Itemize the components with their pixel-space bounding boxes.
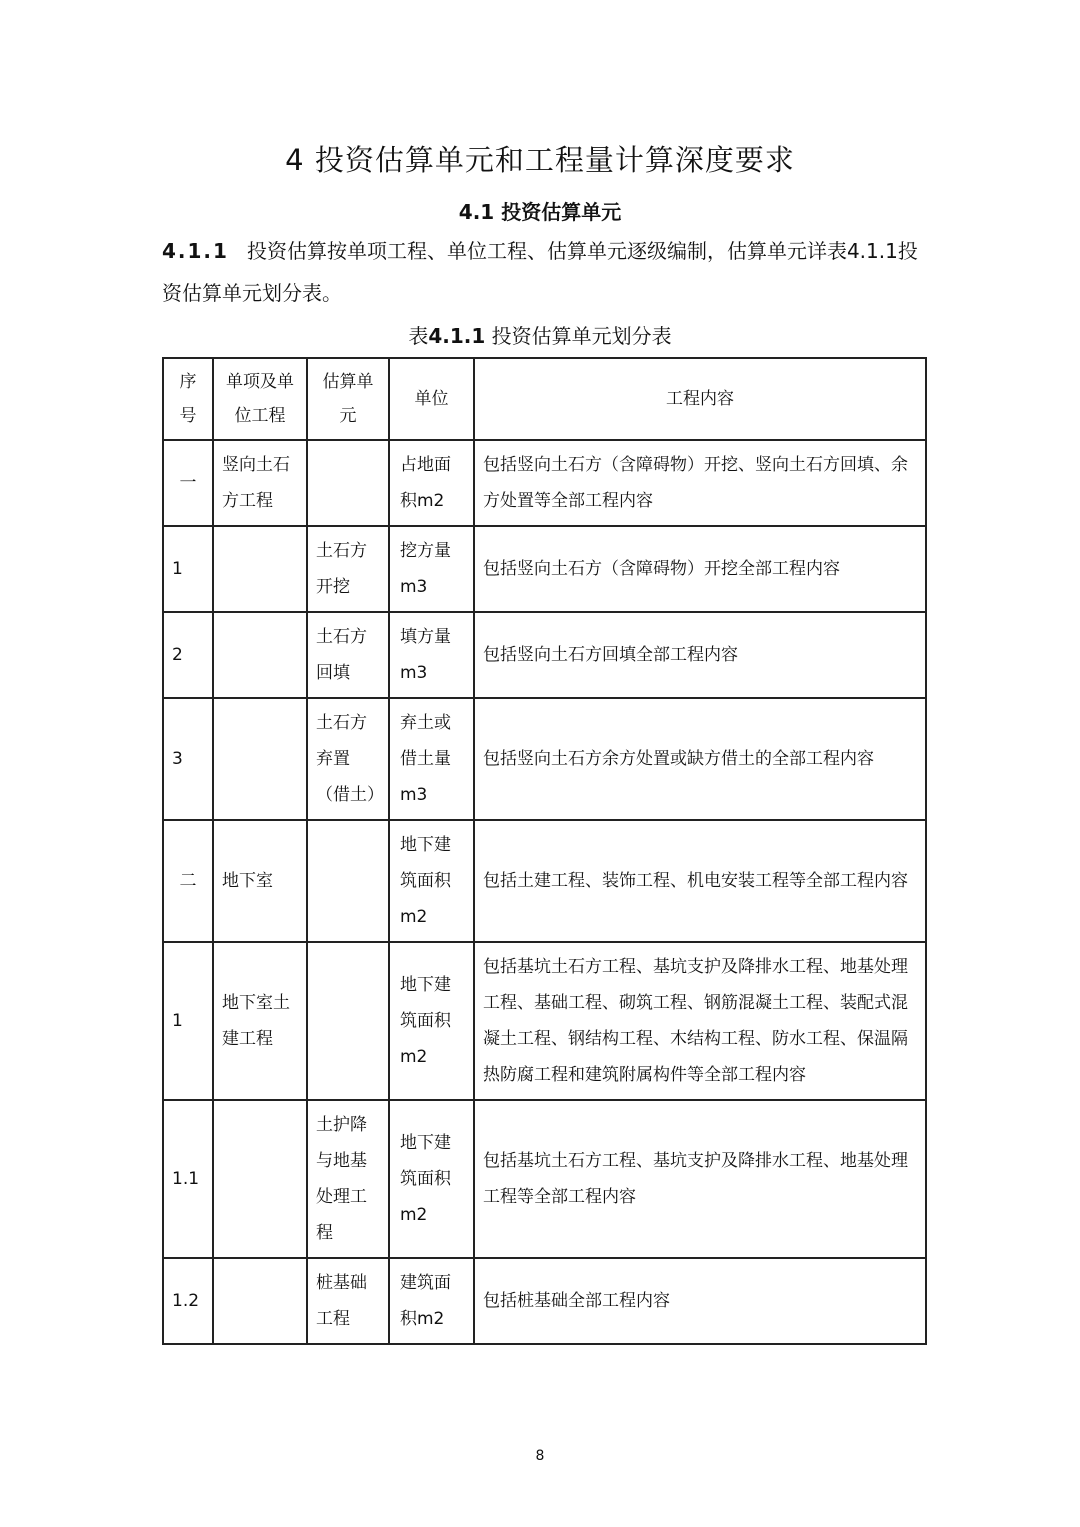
cell-project [213, 526, 307, 612]
cell-estimate-unit [307, 820, 389, 942]
caption-prefix: 表 [408, 324, 429, 348]
estimate-unit-table [162, 357, 927, 1345]
cell-content: 包括基坑土石方工程、基坑支护及降排水工程、地基处理工程、基础工程、砌筑工程、钢筋混凝土工程、装配式混凝土工程、钢结构工程、木结构工程、防水工程、保温隔热防腐工程和建筑附属构件等全部工程内容 [474, 942, 926, 1100]
cell-seq: 1 [163, 942, 213, 1100]
cell-content: 包括桩基础全部工程内容 [474, 1258, 926, 1344]
cell-unit: 地下建筑面积m2 [389, 1100, 474, 1258]
cell-estimate-unit: 土石方弃置（借土） [307, 698, 389, 820]
header-content: 工程内容 [474, 358, 926, 440]
table-row [163, 612, 926, 698]
paragraph [162, 230, 932, 314]
cell-unit: 填方量m3 [389, 612, 474, 698]
cell-unit: 地下建筑面积m2 [389, 942, 474, 1100]
cell-project [213, 612, 307, 698]
caption-title: 投资估算单元划分表 [491, 324, 672, 348]
cell-estimate-unit: 土石方开挖 [307, 526, 389, 612]
cell-project: 地下室土建工程 [213, 942, 307, 1100]
header-estimate-unit: 估算单元 [307, 358, 389, 440]
cell-unit: 挖方量m3 [389, 526, 474, 612]
table-row [163, 820, 926, 942]
cell-unit: 地下建筑面积m2 [389, 820, 474, 942]
cell-seq: 2 [163, 612, 213, 698]
cell-estimate-unit: 土石方回填 [307, 612, 389, 698]
table-row [163, 698, 926, 820]
cell-seq: 1.2 [163, 1258, 213, 1344]
cell-project [213, 1258, 307, 1344]
cell-estimate-unit: 桩基础工程 [307, 1258, 389, 1344]
cell-project: 竖向土石方工程 [213, 440, 307, 526]
table-caption [0, 320, 1080, 349]
header-unit: 单位 [389, 358, 474, 440]
caption-number: 4.1.1 [428, 324, 486, 348]
cell-content: 包括竖向土石方（含障碍物）开挖全部工程内容 [474, 526, 926, 612]
cell-content: 包括竖向土石方（含障碍物）开挖、竖向土石方回填、余方处置等全部工程内容 [474, 440, 926, 526]
cell-seq: 1.1 [163, 1100, 213, 1258]
table-header-row [163, 358, 926, 440]
table-row [163, 1100, 926, 1258]
cell-seq: 3 [163, 698, 213, 820]
page-title: 4 投资估算单元和工程量计算深度要求 [285, 143, 795, 177]
header-project: 单项及单位工程 [213, 358, 307, 440]
cell-seq: 一 [163, 440, 213, 526]
table-row [163, 440, 926, 526]
page-number: 8 [535, 1448, 545, 1464]
cell-project [213, 698, 307, 820]
cell-seq: 1 [163, 526, 213, 612]
cell-unit: 占地面积m2 [389, 440, 474, 526]
table-row [163, 526, 926, 612]
cell-content: 包括竖向土石方回填全部工程内容 [474, 612, 926, 698]
cell-project: 地下室 [213, 820, 307, 942]
cell-unit: 建筑面积m2 [389, 1258, 474, 1344]
cell-content: 包括竖向土石方余方处置或缺方借土的全部工程内容 [474, 698, 926, 820]
cell-project [213, 1100, 307, 1258]
cell-unit: 弃土或借土量m3 [389, 698, 474, 820]
cell-estimate-unit: 土护降与地基处理工程 [307, 1100, 389, 1258]
cell-content: 包括土建工程、装饰工程、机电安装工程等全部工程内容 [474, 820, 926, 942]
cell-estimate-unit [307, 942, 389, 1100]
cell-content: 包括基坑土石方工程、基坑支护及降排水工程、地基处理工程等全部工程内容 [474, 1100, 926, 1258]
cell-seq: 二 [163, 820, 213, 942]
table-row [163, 1258, 926, 1344]
paragraph-text: 投资估算按单项工程、单位工程、估算单元逐级编制，估算单元详表4.1.1投资估算单元划分表。 [162, 239, 918, 305]
cell-estimate-unit [307, 440, 389, 526]
table-row [163, 942, 926, 1100]
clause-number: 4.1.1 [162, 239, 229, 263]
section-title: 4.1 投资估算单元 [458, 200, 622, 224]
header-seq: 序号 [163, 358, 213, 440]
